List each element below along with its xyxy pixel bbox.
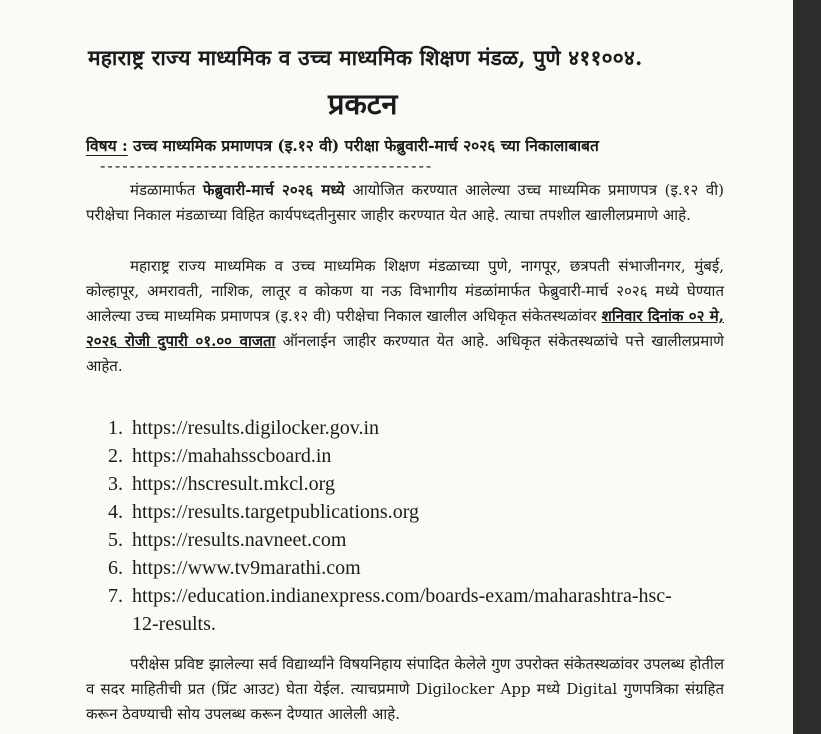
divider-dashes: --------------------------------------------- bbox=[100, 156, 434, 175]
subject-line bbox=[86, 134, 726, 156]
list-number: 3. bbox=[108, 473, 123, 495]
paragraph-1 bbox=[86, 178, 724, 228]
list-number: 6. bbox=[108, 557, 123, 579]
website-link[interactable]: https://results.targetpublications.org bbox=[132, 501, 420, 523]
p1-bold: फेब्रुवारी-मार्च २०२६ मध्ये bbox=[202, 181, 345, 199]
paragraph-2 bbox=[86, 254, 724, 379]
p2-post: ऑनलाईन जाहीर करण्यात येत आहे. अधिकृत संकेतस्थळांचे पत्ते खालीलप्रमाणे आहेत. bbox=[86, 332, 724, 375]
p1-pre: मंडळामार्फत bbox=[130, 181, 203, 199]
list-item bbox=[108, 414, 748, 442]
website-link[interactable]: https://mahahsscboard.in bbox=[132, 445, 332, 467]
notice-title: प्रकटन bbox=[328, 87, 398, 121]
subject-label: विषय : bbox=[86, 136, 128, 155]
list-item bbox=[108, 582, 748, 610]
p1-post: आयोजित करण्यात आलेल्या उच्च माध्यमिक प्रमाणपत्र (इ.१२ वी) परीक्षेचा निकाल मंडळाच्या विहित कार्यपध्दतीनुसार जाहीर करण्यात येत आहे. त्याचा तपशील खालीलप्रमाणे आहे. bbox=[86, 181, 724, 224]
list-item-continuation bbox=[108, 610, 748, 638]
list-number: 1. bbox=[108, 417, 123, 439]
paragraph-3: परीक्षेस प्रविष्ट झालेल्या सर्व विद्यार्थ्यांने विषयनिहाय संपादित केलेले गुण उपरोक्त संकेतस्थळांवर उपलब्ध होतील व सदर माहितीची प्रत (प्रिंट आउट) घेता येईल. त्याचप्रमाणे Digilocker App मध्ये Digital गुणपत्रिका संग्रहित करून ठेवण्याची सोय उपलब्ध करून देण्यात आलेली आहे. bbox=[86, 655, 724, 723]
website-link[interactable]: https://results.digilocker.gov.in bbox=[132, 417, 380, 439]
website-link[interactable]: https://education.indianexpress.com/boards-exam/maharashtra-hsc- bbox=[132, 585, 672, 607]
website-link[interactable]: https://hscresult.mkcl.org bbox=[132, 473, 335, 495]
list-item bbox=[108, 526, 748, 554]
list-number: 5. bbox=[108, 529, 123, 551]
list-number: 4. bbox=[108, 501, 123, 523]
list-item bbox=[108, 554, 748, 582]
website-link-continuation[interactable]: 12-results. bbox=[132, 613, 216, 635]
website-link[interactable]: https://www.tv9marathi.com bbox=[132, 557, 361, 579]
list-item bbox=[108, 442, 748, 470]
list-number: 2. bbox=[108, 445, 123, 467]
p2-bold-date: शनिवार दिनांक ०२ मे, २०२६ रोजी दुपारी ०१.०० वाजता bbox=[86, 307, 724, 350]
board-header: महाराष्ट्र राज्य माध्यमिक व उच्च माध्यमिक शिक्षण मंडळ, पुणे ४११००४. bbox=[88, 45, 643, 70]
subject-text: उच्च माध्यमिक प्रमाणपत्र (इ.१२ वी) परीक्षा फेब्रुवारी-मार्च २०२६ च्या निकालाबाबत bbox=[133, 136, 599, 155]
background-strip bbox=[793, 0, 821, 734]
website-list bbox=[108, 414, 748, 638]
p2-pre: महाराष्ट्र राज्य माध्यमिक व उच्च माध्यमिक शिक्षण मंडळाच्या पुणे, नागपूर, छत्रपती संभाजीनगर, मुंबई, कोल्हापूर, अमरावती, नाशिक, लातूर व कोकण या नऊ विभागीय मंडळांमार्फत फेब्रुवारी-मार्च २०२६ मध्ये घेण्यात आलेल्या उच्च माध्यमिक प्रमाणपत्र (इ.१२ वी) परीक्षेचा निकाल खालील अधिकृत संकेतस्थळांवर bbox=[86, 257, 724, 325]
website-link[interactable]: https://results.navneet.com bbox=[132, 529, 347, 551]
list-item bbox=[108, 470, 748, 498]
list-number: 7. bbox=[108, 585, 123, 607]
list-item bbox=[108, 498, 748, 526]
